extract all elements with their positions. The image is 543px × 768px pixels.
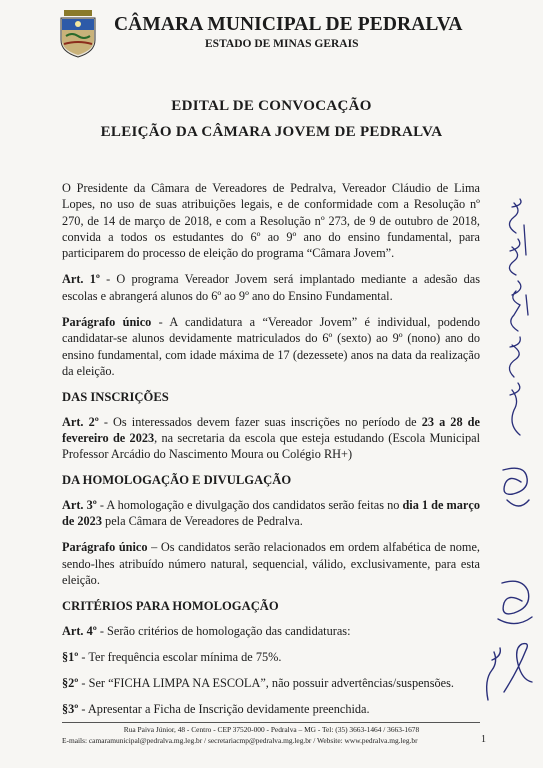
article-1: [62, 271, 480, 304]
criterion-1-text: - Ter frequência escolar mínima de 75%.: [78, 649, 282, 664]
article-2-text-a: - Os interessados devem fazer suas inscrições no período de: [98, 414, 422, 429]
margin-initials-signature-3: [478, 630, 540, 710]
criterion-3: [62, 701, 480, 717]
footer-address: Rua Paiva Júnior, 48 - Centro - CEP 37520-000 - Pedralva – MG - Tel: (35) 3663-1464 / 3663-1678: [123, 725, 420, 734]
paragraph-unique-3: [62, 539, 480, 588]
margin-initials-signature-1: [495, 460, 535, 520]
document-subtitle: ELEIÇÃO DA CÂMARA JOVEM DE PEDRALVA: [100, 124, 443, 140]
article-2: [62, 414, 480, 463]
document-body: [62, 180, 480, 728]
article-3-text-a: - A homologação e divulgação dos candidatos serão feitas no: [96, 497, 403, 512]
article-4: [62, 623, 480, 639]
org-name: CÂMARA MUNICIPAL DE PEDRALVA: [114, 14, 463, 35]
page-number: 1: [481, 734, 486, 745]
footer-emails: E-mails: camaramunicipal@pedralva.mg.leg.br / secretariacmp@pedralva.mg.leg.br / Website: www.pedralva.mg.leg.br: [62, 736, 418, 745]
margin-signature-handwritten: [490, 195, 540, 445]
paragraph-unique-3-text: – Os candidatos serão relacionados em ordem alfabética de nome, sendo-lhes atribuído número natural, sequencial, válido, exclusivamente, para esta eleição.: [62, 540, 480, 587]
municipal-crest-logo: [58, 10, 98, 58]
article-4-text: - Serão critérios de homologação das candidaturas:: [96, 623, 351, 638]
state-name: ESTADO DE MINAS GERAIS: [205, 38, 359, 50]
document-title: EDITAL DE CONVOCAÇÃO: [171, 98, 372, 114]
article-3-label: Art. 3º: [62, 497, 97, 512]
criterion-3-label: §3º: [62, 702, 79, 717]
article-3: [62, 497, 480, 530]
paragraph-unique-1-label: Parágrafo único: [62, 315, 152, 330]
criterion-2: [62, 675, 480, 691]
criterion-2-label: §2º: [62, 676, 79, 691]
paragraph-unique-1: [62, 314, 480, 379]
margin-initials-signature-2: [492, 575, 537, 630]
article-2-text-b: , na secretaria da escola que esteja estudando (Escola Municipal Professor Arcádio do Nascimento Moura ou Colégio RH+): [62, 430, 480, 462]
article-2-dates: 23 a 28 de fevereiro de 2023: [62, 414, 480, 445]
article-2-label: Art. 2º: [62, 414, 99, 429]
paragraph-unique-1-text: - A candidatura a “Vereador Jovem” é individual, podendo candidatar-se alunos devidamente matriculados do 6º (sexto) ao 9º (nono) ano do ensino fundamental, com idade máxima de 17 (dezessete) anos na data da realização da eleição.: [62, 315, 480, 378]
article-3-date: dia 1 de março de 2023: [62, 497, 480, 529]
section-heading-inscricoes: DAS INSCRIÇÕES: [62, 390, 169, 405]
section-heading-homologacao: DA HOMOLOGAÇÃO E DIVULGAÇÃO: [62, 473, 292, 488]
article-4-label: Art. 4º: [62, 623, 97, 638]
section-heading-criterios: CRITÉRIOS PARA HOMOLOGAÇÃO: [62, 599, 279, 614]
criterion-1-label: §1º: [62, 649, 79, 664]
article-1-label: Art. 1º: [62, 272, 100, 287]
article-1-text: - O programa Vereador Jovem será implantado mediante a adesão das escolas e abrangerá alunos do 6º ao 9º ano do Ensino Fundamental.: [62, 272, 480, 303]
paragraph-unique-3-label: Parágrafo único: [62, 540, 148, 555]
criterion-3-text: - Apresentar a Ficha de Inscrição devidamente preenchida.: [78, 702, 370, 717]
criterion-1: [62, 649, 480, 665]
footer-divider: [62, 722, 480, 723]
article-3-text-b: pela Câmara de Vereadores de Pedralva.: [101, 514, 303, 529]
intro-paragraph: O Presidente da Câmara de Vereadores de Pedralva, Vereador Cláudio de Lima Lopes, no uso de suas atribuições legais, e de conformidade com a Resolução nº 270, de 14 de março de 2018, e com a Resolução nº 273, de 9 de outubro de 2018, convida a todos os estudantes do 6º ao 9º ano do ensino fundamental, para participarem do processo de eleição do programa “Câmara Jovem”.: [62, 181, 480, 261]
criterion-2-text: - Ser “FICHA LIMPA NA ESCOLA”, não possuir advertências/suspensões.: [78, 676, 454, 691]
